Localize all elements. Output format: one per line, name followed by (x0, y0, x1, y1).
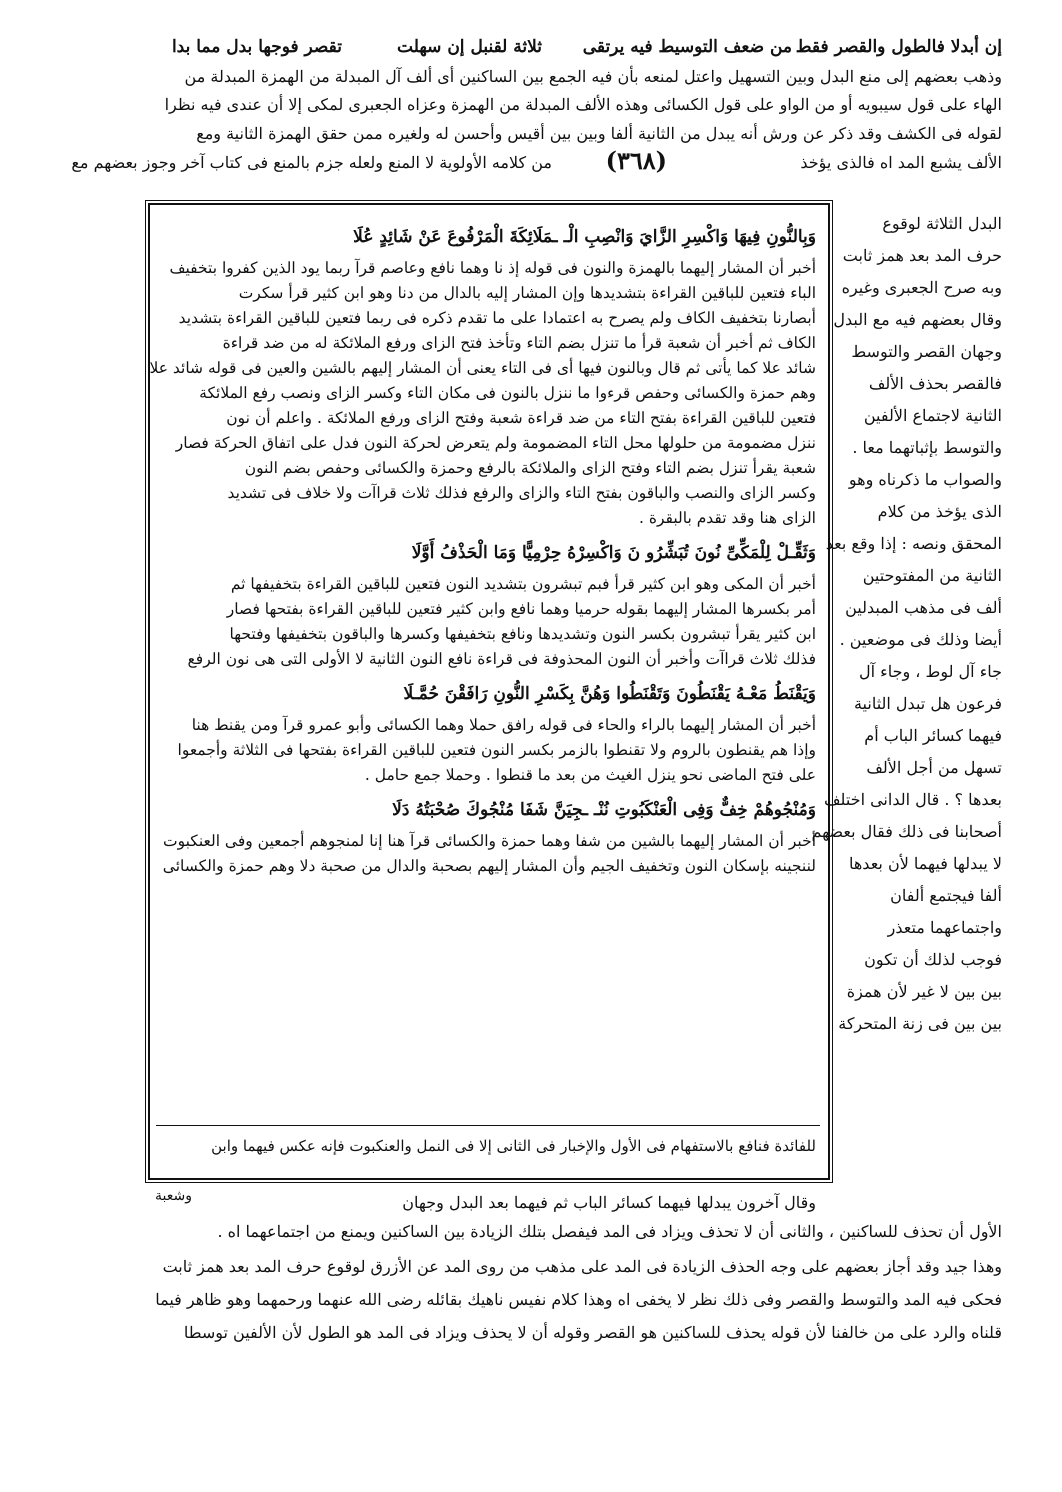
side-line: حرف المد بعد همز ثابت (842, 246, 1002, 265)
commentary-line: شائد علا كما يأتى ثم قال وبالنون فيها أى فى التاء يعنى أن المشار إليهم بالشين والعين فى قوله شائد علا (149, 359, 816, 377)
side-line: أصحابنا فى ذلك فقال بعضهم (811, 822, 1002, 841)
commentary-line: وكسر الزاى والنصب والباقون بفتح التاء والزاى والرفع فذلك ثلاث قراآت ولا خلاف فى تشديد (227, 484, 816, 502)
commentary-line: ننزل مضمومة من حلولها محل التاء المضمومة ولم يتعرض لحركة النون فدل على اتفاق الحركة فصار (175, 434, 816, 452)
side-line: والصواب ما ذكرناه وهو (848, 470, 1002, 489)
commentary-line: الكاف ثم أخبر أن شعبة قرأ ما تنزل بضم التاء وتأخذ فتح الزاى ورفع الملائكة له من ضد قراءة (222, 334, 816, 352)
verse-line: وَمُنْجُوهُمْ خِفٌّ وَفِى الْعَنْكَبُوتِ نُنْـ ـجِيَنَّ شَفَا مُنْجُوكَ صُحْبَتُهُ دَلَا (392, 800, 816, 820)
footnote-divider (156, 1125, 820, 1126)
commentary-line: الزاى هنا وقد تقدم بالبقرة . (638, 509, 816, 527)
commentary-line: فتعين للباقين القراءة بفتح التاء من ضد قراءة شعبة وفتح الزاى ورفع الملائكة . واعلم أن نون (226, 409, 816, 427)
side-line: المحقق ونصه : إذا وقع بعد (825, 534, 1002, 553)
side-line: فيهما كسائر الباب أم (864, 726, 1002, 745)
commentary-line: أخبر أن المشار إليهما بالشين من شفا وهما حمزة والكسائى قرآ هنا إنا لمنجوهم أجمعين وفى العنكبوت (162, 832, 816, 850)
side-line: بعدها ؟ . قال الدانى اختلف (823, 790, 1002, 809)
verse-line: وَثَقِّـلْ لِلْمَكِّىِّ نُونَ تُبَشِّرُو نَ وَاكْسِرْهُ حِرْمِيًّا وَمَا الْحَذْفُ أَوَّلَا (411, 543, 816, 563)
commentary-line: أمر بكسرها المشار إليهما بقوله حرميا وهما نافع وابن كثير فتعين للباقين القراءة بفتحها فصار (226, 600, 816, 618)
header-center-right: من ضعف التوسيط فيه يرتقى (582, 37, 792, 57)
commentary-line: وهم حمزة والكسائى وحفص قرءوا ما ننزل بالنون فى مكان التاء وكسر الزاى ونصب رفع الملائكة (199, 384, 816, 402)
top-line-4b: من كلامه الأولوية لا المنع ولعله جزم بالمنع فى كتاب آخر وجوز بعضهم مع (71, 153, 552, 172)
side-line: ألف فى مذهب المبدلين (845, 598, 1002, 617)
side-line: أيضا وذلك فى موضعين . (839, 630, 1002, 649)
side-line: فرعون هل تبدل الثانية (853, 694, 1002, 713)
side-line: فوجب لذلك أن تكون (864, 950, 1002, 969)
side-line: وبه صرح الجعبرى وغيره (841, 278, 1002, 297)
bottom-line-3: وهذا جيد وقد أجاز بعضهم على وجه الحذف الزيادة فى المد على مذهب من روى المد عن الأزرق لوقوع حرف المد بعد همز ثابت (162, 1257, 1002, 1276)
top-line-3: لقوله فى الكشف وقد ذكر عن ورش أنه يبدل من الثانية ألفا وبين بين أقيس وأحسن له ولغيره ممن حقق الهمزة الثانية ومع (196, 124, 1002, 143)
side-line: واجتماعهما متعذر (887, 918, 1002, 937)
side-line: جاء آل لوط ، وجاء آل (859, 662, 1002, 681)
commentary-line: أخبر أن المشار إليهما بالراء والحاء فى قوله رافق حملا وهما الكسائى وأبو عمرو قرآ ومن يقنط هنا (191, 716, 816, 734)
commentary-line: فذلك ثلاث قراآت وأخبر أن النون المحذوفة فى قراءة نافع النون الثانية لا الأولى التى هى نون الرفع (187, 650, 816, 668)
top-line-4a: الألف يشبع المد اه فالذى يؤخذ (800, 153, 1002, 172)
commentary-line: لننجينه بإسكان النون وتخفيف الجيم وأن المشار إليهم بصحبة والدال من صحبة دلا وهم حمزة والكسائى (162, 857, 816, 875)
side-line: الذى يؤخذ من كلام (877, 502, 1002, 521)
side-line: والتوسط بإثباتهما معا . (852, 438, 1002, 457)
side-line: بين بين فى زنة المتحركة (838, 1014, 1002, 1033)
side-line: وجهان القصر والتوسط (851, 342, 1002, 361)
verse-line: وَبِالنُّونِ فِيهَا وَاكْسِرِ الزَّايَ وَانْصِبِ الْـ ـمَلَائِكَةَ الْمَرْفُوعَ عَنْ شَائِدٍ عُلَا (353, 227, 816, 247)
bottom-tag: وشعبة (155, 1188, 192, 1204)
commentary-line: على فتح الماضى نحو ينزل الغيث من بعد ما قنطوا . وحملا جمع حامل . (364, 766, 816, 784)
side-line: لا يبدلها فيهما لأن بعدها (848, 854, 1002, 873)
side-line: فالقصر بحذف الألف (868, 374, 1002, 393)
commentary-line: أخبر أن المكى وهو ابن كثير قرأ فبم تبشرون بتشديد النون فتعين للباقين القراءة بتخفيفها ثم (230, 575, 816, 593)
top-line-1: وذهب بعضهم إلى منع البدل وبين التسهيل واعتل لمنعه بأن فيه الجمع بين الساكنين أى ألف آل المبدلة من الهمزة المبدلة من (184, 67, 1002, 86)
bottom-line-4: فحكى فيه المد والتوسط والقصر وفى ذلك نظر لا يخفى اه وهذا كلام نفيس ناهيك بقائله رضى الله عنهما ورحمهما وهو ظاهر فيما (155, 1290, 1002, 1309)
side-line: البدل الثلاثة لوقوع (882, 214, 1002, 233)
header-center-left: ثلاثة لقنبل إن سهلت (397, 37, 542, 57)
side-line: ألفا فيجتمع ألفان (890, 886, 1002, 905)
commentary-line: ابن كثير يقرأ تبشرون بكسر النون وتشديدها ونافع بتخفيفها وكسرها والباقون بتخفيفها وفتحها (229, 625, 816, 643)
top-line-2: الهاء على قول سيبويه أو من الواو على قول الكسائى وهذه الألف المبدلة من الهمزة وعزاه الجعبرى لمكى إلا أن عندى فيه نظرا (164, 95, 1002, 114)
header-left: تقصر فوجها بدل مما بدا (171, 37, 342, 57)
side-line: تسهل من أجل الألف (866, 758, 1002, 777)
side-line: الثانية لاجتماع الألفين (863, 406, 1002, 425)
header-right: إن أبدلا فالطول والقصر فقط (795, 37, 1002, 57)
commentary-line: الباء فتعين للباقين القراءة بتشديدها وإن المشار إليه بالدال من دنا وهو ابن كثير قرأ سكرت (238, 284, 816, 302)
bottom-line-5: قلناه والرد على من خالفنا لأن قوله يحذف للساكنين هو القصر وقوله أن لا يحذف ويزاد فى المد هو الطول لأن الألفين توسطا (183, 1323, 1002, 1342)
side-line: بين بين لا غير لأن همزة (846, 982, 1002, 1001)
verse-line: وَيَقْنَطُ مَعْـهُ يَقْنَطُونَ وَتَقْنَطُوا وَهُنَّ بِكَسْرِ النُّونِ رَافَقْنَ حُمَّـلَا (403, 684, 816, 704)
commentary-line: شعبة يقرأ تنزل بضم التاء وفتح الزاى والملائكة بالرفع وحمزة والكسائى وحفص بضم النون (244, 459, 816, 477)
footnote-line: للفائدة فنافع بالاستفهام فى الأول والإخبار فى الثانى إلا فى النمل والعنكبوت فإنه عكس فيهما وابن (211, 1137, 816, 1155)
bottom-line-2: الأول أن تحذف للساكنين ، والثانى أن لا تحذف ويزاد فى المد فيفصل بتلك الزيادة بين الساكنين ويمنع من اجتماعهما اه . (217, 1222, 1002, 1241)
commentary-line: أخبر أن المشار إليهما بالهمزة والنون فى قوله إذ نا وهما نافع وعاصم قرآ ربما يود الذين كفروا بتخفيف (169, 259, 816, 277)
commentary-line: وإذا هم يقنطون بالروم ولا تقنطوا بالزمر بكسر النون فتعين للباقين القراءة بفتحها فى الثلاثة وأجمعوا (177, 741, 816, 759)
commentary-line: أبصارنا بتخفيف الكاف ولم يصرح به اعتمادا على ما تقدم ذكره فى ربما فتعين للباقين القراءة بتشديد (178, 309, 816, 327)
side-line: الثانية من المفتوحتين (862, 566, 1002, 585)
side-line: وقال بعضهم فيه مع البدل (833, 310, 1002, 329)
page-number: (٣٦٨) (605, 146, 667, 175)
bottom-line-1: وقال آخرون يبدلها فيهما كسائر الباب ثم فيهما بعد البدل وجهان (402, 1193, 816, 1212)
